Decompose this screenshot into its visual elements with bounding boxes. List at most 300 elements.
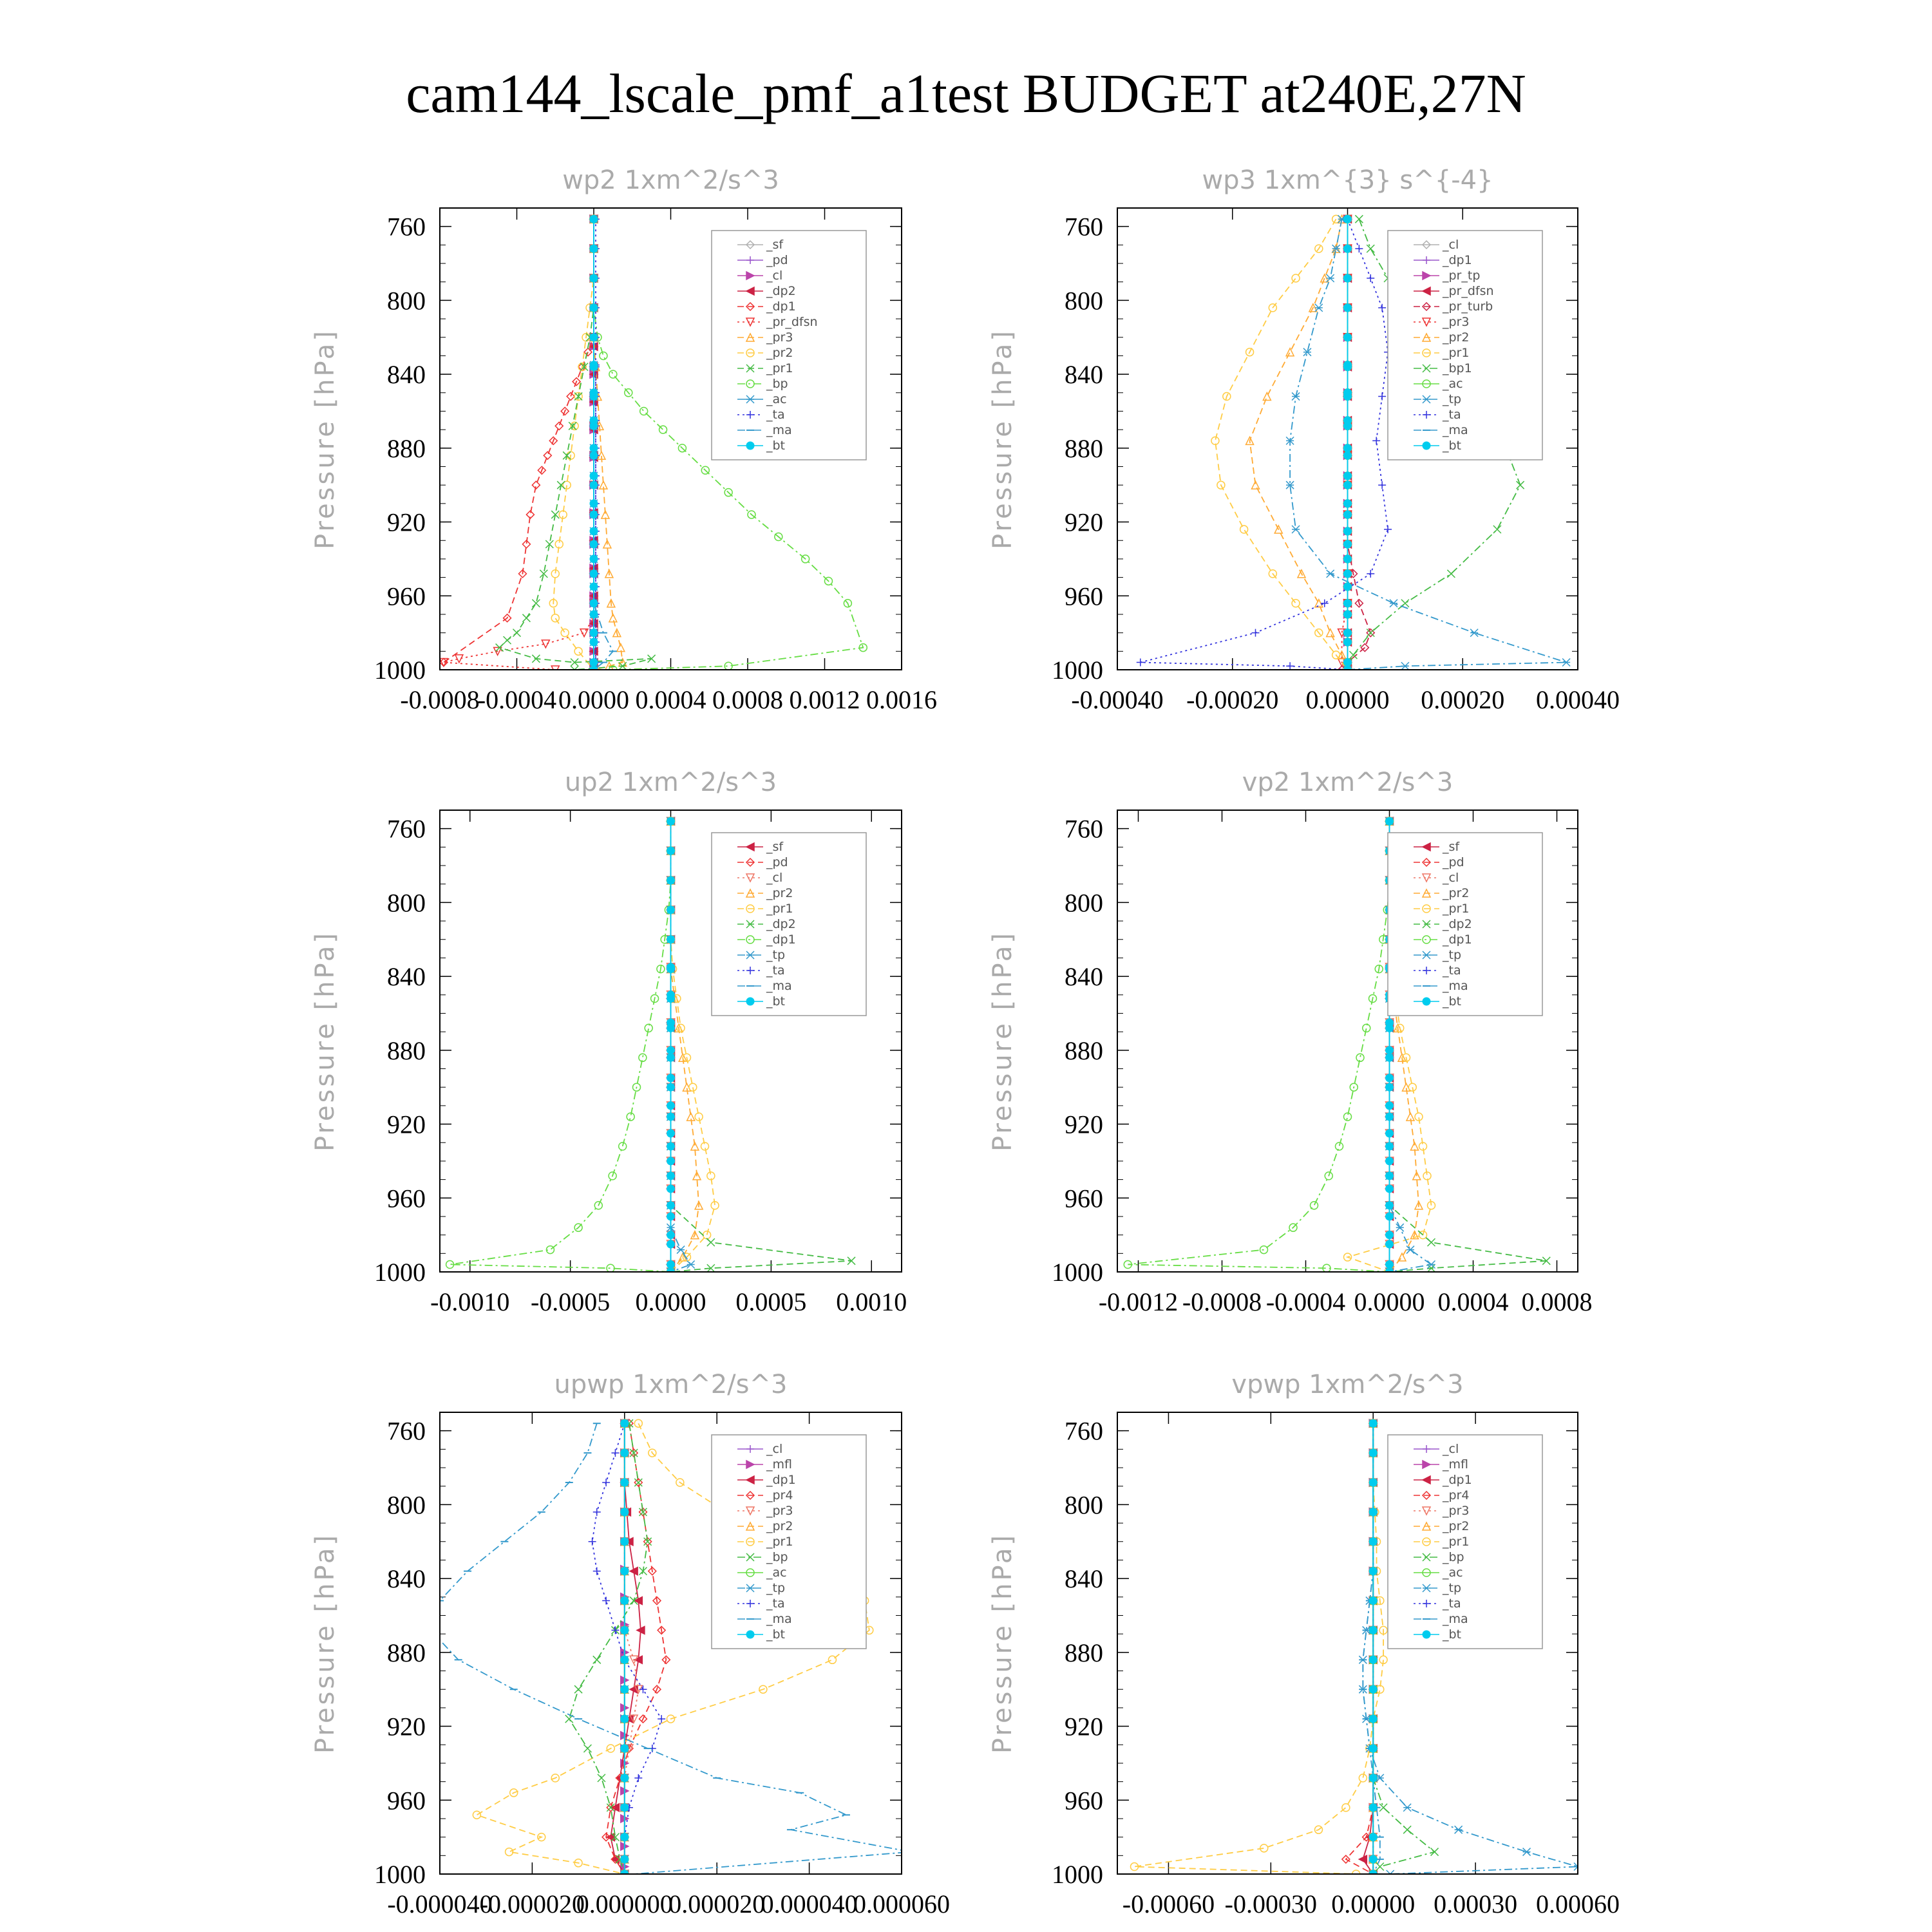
data-point [1369,1745,1377,1752]
data-point [1386,1185,1394,1193]
legend-label: _ma [766,1612,792,1626]
data-point [1523,1848,1531,1856]
panel-vp2 [988,768,1593,1316]
data-point [1390,600,1397,607]
data-point [607,1264,614,1272]
panel-title: vpwp 1xm^2/s^3 [1231,1370,1464,1399]
legend-label: _pr2 [766,346,793,360]
data-point [583,1745,591,1752]
data-point [659,426,667,433]
legend-marker [746,998,754,1005]
data-point [703,1231,711,1239]
legend-label: _pr4 [1443,1488,1470,1502]
data-point [619,1142,627,1150]
x-tick-label: -0.000040 [387,1889,493,1918]
data-point [1403,1804,1411,1812]
y-tick-label: 880 [1065,1638,1103,1667]
x-tick-label: -0.0004 [477,685,557,714]
x-tick-label: 0.0000 [558,685,629,714]
y-tick-label: 800 [1065,286,1103,316]
legend-label: _pr3 [1443,315,1470,329]
data-point [600,352,607,359]
data-point [590,472,598,480]
data-point [621,1745,629,1752]
data-point [1470,629,1478,637]
data-point [707,1238,715,1246]
legend-label: _cl [1443,1442,1459,1456]
legend-label: _pr1 [1443,902,1470,916]
legend-label: _pr2 [1443,1519,1470,1533]
panel-upwp [310,1370,950,1918]
data-point [1379,1804,1387,1812]
legend-label: _tp [1443,1581,1462,1595]
data-point [590,600,598,607]
data-point [1369,1774,1377,1782]
x-tick-label: -0.0012 [1098,1287,1179,1316]
data-point [561,629,569,637]
data-point [1342,1804,1350,1812]
data-point [590,540,598,548]
legend-label: _ta [1443,963,1461,978]
data-point [1344,444,1352,452]
data-point [621,1449,629,1457]
data-point [1292,526,1300,533]
x-tick-label: -0.0004 [1265,1287,1346,1316]
data-point [1344,659,1352,667]
data-point [621,1626,629,1634]
data-point [1344,583,1352,591]
data-point [590,481,598,489]
y-axis-label: Pressure [hPa] [988,1533,1018,1754]
x-tick-label: 0.0000 [635,1287,706,1316]
data-point [1455,1826,1463,1833]
data-point [667,1172,675,1180]
data-point [1303,348,1311,356]
data-point [590,659,598,667]
legend-label: _cl [1443,871,1459,885]
legend-marker [1423,442,1430,450]
data-point [1367,245,1374,252]
legend-label: _bp1 [1443,361,1472,375]
data-point [1517,481,1524,489]
x-tick-label: -0.00030 [1224,1889,1317,1918]
data-point [1344,417,1352,424]
legend-label: _pd [1443,855,1464,869]
data-point [1292,600,1300,607]
data-point [593,1567,601,1575]
data-point [1327,629,1334,637]
y-tick-label: 800 [1065,1490,1103,1520]
data-point [1401,662,1409,670]
data-point [828,1656,836,1663]
data-point [1367,274,1374,282]
legend-label: _ta [1443,1596,1461,1611]
legend-label: _pr2 [766,886,793,900]
panel-title: vp2 1xm^2/s^3 [1242,768,1454,797]
data-point [1406,1246,1414,1254]
data-point [621,1419,629,1427]
legend-label: _ta [766,1596,785,1611]
data-point [1211,437,1219,444]
data-point [567,393,574,401]
series-line-pr1 [500,219,652,670]
x-tick-label: 0.000040 [761,1889,858,1918]
legend-label: _mfl [1443,1457,1468,1472]
y-tick-label: 760 [387,814,426,844]
panel-title: up2 1xm^2/s^3 [564,768,777,797]
data-point [621,1833,629,1841]
y-tick-label: 1000 [374,656,426,685]
x-tick-label: 0.00000 [1305,685,1390,714]
data-point [590,500,598,507]
legend-label: _pr2 [1443,330,1470,345]
data-point [667,936,675,943]
data-point [667,1102,675,1110]
data-point [1386,1074,1394,1082]
legend-marker [1423,1631,1430,1638]
data-point [667,1074,675,1082]
data-point [1344,334,1352,341]
series-line-pr2 [553,219,594,670]
y-tick-label: 800 [1065,888,1103,918]
data-point [1327,274,1334,282]
data-point [1403,1826,1411,1833]
legend-label: _ma [1443,423,1468,437]
data-point [1292,274,1300,282]
series-line-pr_dfsn [444,219,594,670]
data-point [1386,1102,1394,1110]
data-point [593,1656,601,1663]
data-point [1344,389,1352,397]
data-point [1344,500,1352,507]
data-point [611,1449,619,1457]
legend-label: _cl [766,871,783,885]
y-tick-label: 840 [387,962,426,992]
x-tick-label: -0.0010 [430,1287,510,1316]
data-point [1386,1046,1394,1054]
data-point [1344,215,1352,223]
y-axis-label: Pressure [hPa] [988,328,1018,549]
data-point [473,1811,480,1819]
legend-label: _pr4 [766,1488,793,1502]
legend-label: _ma [766,979,792,993]
legend-label: _ac [1443,377,1463,391]
data-point [1386,1054,1394,1061]
legend-marker [1423,998,1430,1005]
y-tick-label: 1000 [1052,1860,1103,1889]
data-point [506,1848,513,1856]
data-point [1369,1656,1377,1663]
y-tick-label: 960 [1065,582,1103,611]
y-tick-label: 760 [1065,814,1103,844]
legend-label: _tp [1443,948,1462,962]
data-point [589,1538,596,1546]
data-point [1386,1157,1394,1165]
legend-label: _ma [1443,1612,1468,1626]
panel-wp3 [988,166,1620,714]
legend-marker [746,1631,754,1638]
data-point [590,570,598,578]
x-tick-label: 0.00040 [1536,685,1620,714]
data-point [1292,393,1300,401]
data-point [1369,1833,1377,1841]
legend-label: _bt [1443,439,1462,453]
legend-label: _cl [766,1442,783,1456]
data-point [1386,1231,1394,1239]
data-point [1386,1261,1394,1269]
legend-label: _sf [1443,840,1460,854]
legend-label: _cl [1443,238,1459,252]
x-tick-label: -0.00040 [1071,685,1164,714]
data-point [551,614,559,622]
data-point [1344,600,1352,607]
data-point [590,215,598,223]
data-point [1336,1142,1343,1150]
legend-label: _bp [1443,1550,1464,1564]
data-point [1396,1224,1404,1231]
data-point [667,847,675,855]
legend-label: _ta [1443,408,1461,422]
data-point [1344,472,1352,480]
legend-label: _sf [766,840,784,854]
data-point [1386,1202,1394,1209]
legend-label: _ac [1443,1566,1463,1580]
data-point [504,636,511,644]
x-tick-label: 0.0005 [735,1287,807,1316]
panel-title: upwp 1xm^2/s^3 [554,1370,788,1399]
data-point [1344,245,1352,252]
data-point [590,638,598,646]
data-point [590,245,598,252]
data-point [574,1685,582,1693]
data-point [667,1213,675,1220]
data-point [1344,540,1352,548]
data-point [1386,1142,1394,1150]
legend-label: _pr1 [766,1535,793,1549]
series-line-pr1 [1134,1423,1383,1874]
y-tick-label: 880 [1065,433,1103,463]
data-point [1431,1848,1439,1856]
data-point [621,1508,629,1516]
series-line-pr1 [1215,219,1348,670]
data-point [590,274,598,282]
data-point [590,334,598,341]
legend-label: _cl [766,269,783,283]
y-tick-label: 880 [387,1638,426,1667]
data-point [1344,527,1352,535]
data-point [1327,570,1334,578]
data-point [602,1597,610,1605]
panel-title: wp3 1xm^{3} s^{-4} [1202,166,1493,195]
legend-label: _bp [766,377,788,391]
panel-wp2 [310,166,937,714]
data-point [621,1774,629,1782]
data-point [1378,481,1386,489]
y-tick-label: 760 [387,1416,426,1446]
data-point [532,600,540,607]
y-tick-label: 960 [387,582,426,611]
data-point [1367,570,1374,578]
data-point [590,389,598,397]
data-point [590,555,598,563]
data-point [1137,659,1144,667]
data-point [667,991,675,999]
x-tick-label: 0.0008 [712,685,783,714]
legend-label: _pr1 [1443,1535,1470,1549]
data-point [621,1715,629,1723]
y-axis-label: Pressure [hPa] [310,328,340,549]
x-tick-label: 0.0012 [789,685,860,714]
data-point [621,1685,629,1693]
data-point [1428,1238,1435,1246]
legend-label: _dp1 [766,299,796,314]
data-point [621,1597,629,1605]
data-point [1386,1213,1394,1220]
data-point [1355,245,1363,252]
data-point [555,422,563,430]
data-point [1376,1863,1384,1871]
legend-label: _bt [766,439,786,453]
x-tick-label: -0.00060 [1122,1889,1215,1918]
data-point [1311,1202,1318,1209]
legend-label: _dp2 [1443,917,1472,931]
series-line-dp1 [1128,821,1389,1272]
legend-label: _tp [766,948,786,962]
x-tick-label: -0.0008 [1182,1287,1262,1316]
y-axis-label: Pressure [hPa] [310,1533,340,1754]
data-point [609,370,617,378]
legend-label: _pr2 [1443,886,1470,900]
series-line-pr1 [671,821,715,1272]
data-point [1386,1172,1394,1180]
data-point [1386,1019,1394,1027]
data-point [590,611,598,618]
y-tick-label: 760 [1065,1416,1103,1446]
data-point [667,1130,675,1137]
data-point [667,963,675,971]
data-point [1369,1479,1377,1486]
y-tick-label: 920 [387,1712,426,1741]
data-point [544,451,551,459]
legend-label: _pr1 [766,902,793,916]
data-point [621,1567,629,1575]
data-point [1344,361,1352,369]
data-point [1372,437,1380,444]
legend-label: _pd [766,253,788,267]
data-point [1367,629,1374,637]
data-point [1447,570,1455,578]
data-point [621,1479,629,1486]
data-point [1386,1240,1394,1248]
data-point [590,451,598,459]
data-point [574,647,582,655]
data-point [1359,1855,1367,1863]
data-point [1378,393,1386,401]
data-point [1344,555,1352,563]
y-tick-label: 1000 [374,1258,426,1287]
x-tick-label: -0.0005 [530,1287,611,1316]
legend-label: _dp1 [766,933,796,947]
y-tick-label: 920 [1065,1110,1103,1139]
data-point [667,906,675,914]
y-tick-label: 960 [387,1786,426,1815]
data-point [1286,662,1294,670]
data-point [1286,348,1294,356]
x-tick-label: -0.00020 [1186,685,1279,714]
x-tick-label: 0.0016 [866,685,937,714]
legend-label: _ac [766,1566,787,1580]
x-tick-label: 0.00000 [1331,1889,1416,1918]
data-point [1386,817,1394,825]
data-point [1369,1597,1377,1605]
data-point [1369,1715,1377,1723]
legend-label: _pr_dfsn [1443,284,1494,298]
data-point [667,1185,675,1193]
data-point [1344,511,1352,518]
data-point [621,1855,629,1863]
data-point [590,361,598,369]
data-point [677,1246,685,1254]
legend-label: _pr3 [766,1504,793,1518]
y-tick-label: 800 [387,888,426,918]
data-point [667,817,675,825]
data-point [667,1113,675,1121]
data-point [1344,451,1352,459]
y-axis-label: Pressure [hPa] [988,931,1018,1151]
data-point [640,407,648,415]
y-tick-label: 880 [387,433,426,463]
y-tick-label: 840 [1065,360,1103,390]
data-point [590,417,598,424]
legend-label: _pr2 [766,1519,793,1533]
data-point [590,444,598,452]
x-tick-label: 0.00060 [1536,1889,1620,1918]
y-tick-label: 760 [1065,212,1103,242]
data-point [1369,1419,1377,1427]
data-point [590,583,598,591]
data-point [590,527,598,535]
data-point [667,1019,675,1027]
data-point [1369,1538,1377,1546]
legend-label: _bp [766,1550,788,1564]
data-point [1386,1083,1394,1091]
y-tick-label: 840 [1065,1564,1103,1594]
legend-label: _pr1 [766,361,793,375]
data-point [1384,526,1392,533]
legend-label: _ma [766,423,792,437]
y-tick-label: 840 [387,1564,426,1594]
data-point [1344,638,1352,646]
data-point [667,1261,675,1269]
legend-label: _bt [766,994,786,1009]
data-point [667,1157,675,1165]
legend-label: _dp1 [1443,933,1472,947]
y-tick-label: 920 [387,1110,426,1139]
data-point [590,511,598,518]
data-point [1355,215,1363,223]
y-tick-label: 840 [1065,962,1103,992]
data-point [667,1240,675,1248]
data-point [667,1231,675,1239]
legend-label: _ac [766,392,787,406]
y-tick-label: 1000 [374,1860,426,1889]
data-point [667,1202,675,1209]
data-point [1359,1774,1367,1782]
y-tick-label: 920 [1065,507,1103,537]
legend-label: _mfl [766,1457,792,1472]
legend-label: _ta [766,408,785,422]
legend-label: _bt [1443,1627,1462,1642]
